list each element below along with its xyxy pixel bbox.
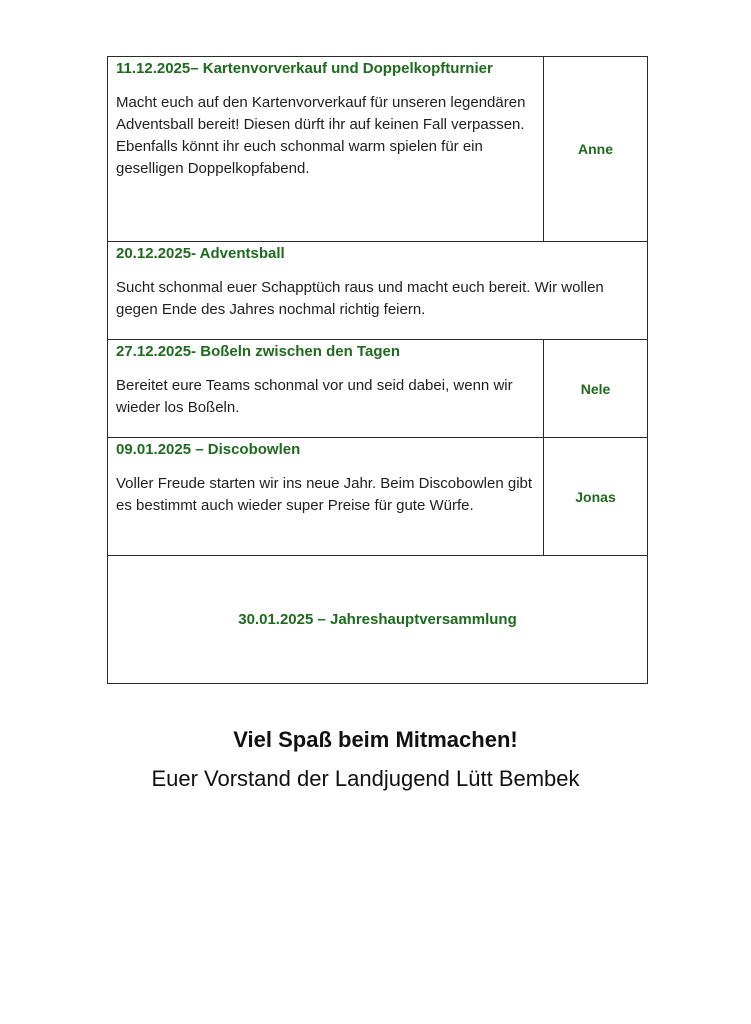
footer-signature: Euer Vorstand der Landjugend Lütt Bembek xyxy=(151,766,580,791)
organizer-name: Nele xyxy=(580,380,611,397)
event-title: 20.12.2025- Adventsball xyxy=(116,245,285,262)
organizer-cell xyxy=(543,57,647,241)
table-row-event-4 xyxy=(108,438,647,556)
organizer-cell xyxy=(543,340,647,437)
organizer-name: Jonas xyxy=(575,488,616,505)
organizer-cell xyxy=(543,438,647,555)
event-schedule-table xyxy=(107,56,648,684)
event-title: 09.01.2025 – Discobowlen xyxy=(116,441,301,458)
event-cell xyxy=(108,438,543,555)
event-cell xyxy=(108,340,543,437)
organizer-name: Anne xyxy=(578,141,613,157)
event-description: Macht euch auf den Kartenvorverkauf für unseren legendären Adventsball bereit! Diesen dürft ihr auf keinen Fall verpassen. Ebenfalls könnt ihr euch schonmal warm spielen für ein geselligen Doppelkopfabend. xyxy=(116,94,526,177)
event-title: 11.12.2025– Kartenvorverkauf und Doppelkopfturnier xyxy=(116,60,493,77)
event-title: 30.01.2025 – Jahreshauptversammlung xyxy=(238,611,517,628)
event-description: Sucht schonmal euer Schapptüch raus und macht euch bereit. Wir wollen gegen Ende des Jahres nochmal richtig feiern. xyxy=(116,279,604,318)
event-description: Voller Freude starten wir ins neue Jahr. Beim Discobowlen gibt es bestimmt auch wieder super Preise für gute Würfe. xyxy=(116,475,533,514)
event-cell xyxy=(108,57,543,241)
table-row-event-5 xyxy=(108,556,647,683)
event-cell xyxy=(108,242,647,339)
event-title: 27.12.2025- Boßeln zwischen den Tagen xyxy=(116,343,400,360)
table-row-event-1 xyxy=(108,57,647,242)
table-row-event-2 xyxy=(108,242,647,340)
table-row-event-3 xyxy=(108,340,647,438)
event-description: Bereitet eure Teams schonmal vor und seid dabei, wenn wir wieder los Boßeln. xyxy=(116,377,513,416)
footer-headline: Viel Spaß beim Mitmachen! xyxy=(233,727,518,752)
